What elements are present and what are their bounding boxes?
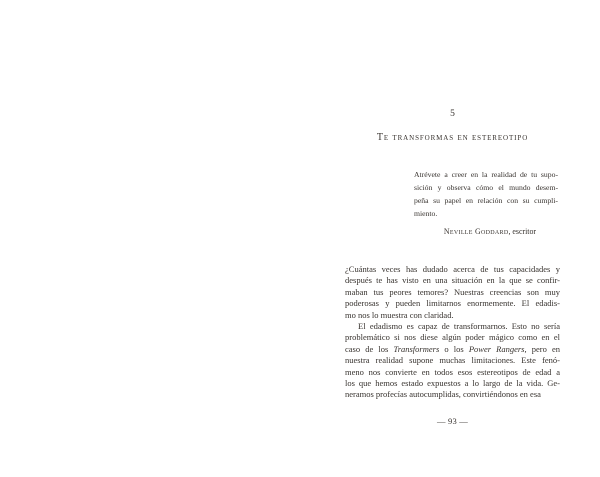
attribution-name: Neville Goddard <box>443 227 509 236</box>
body-line: neramos profecías autocumplidas, convirtiéndonos en esa <box>345 389 541 400</box>
body-line: nuestra realidad supone muchas limitaciones. Este fenó- <box>345 355 560 366</box>
body-line: después te has visto en una situación en la que se confir- <box>345 275 560 286</box>
right-page <box>300 0 600 477</box>
epigraph-attribution <box>414 225 558 238</box>
epigraph-line: peña su papel en relación con su cumpli- <box>414 196 558 205</box>
body-line: meno nos convierte en todos esos estereotipos de edad a <box>345 366 560 377</box>
attribution-role: , escritor <box>508 227 537 236</box>
body-line: mo nos lo muestra con claridad. <box>345 309 454 320</box>
epigraph-line: miento. <box>414 209 438 218</box>
chapter-title: Te transformas en estereotipo <box>376 132 529 143</box>
body-line: maban tus peores temores? Nuestras creencias son muy <box>345 286 560 297</box>
body-text <box>345 264 560 401</box>
page-number: — 93 — <box>437 416 468 426</box>
body-line: problemático si nos diese algún poder mágico como en el <box>345 332 560 343</box>
chapter-number: 5 <box>450 109 455 119</box>
epigraph-line: Atrévete a creer en la realidad de tu supo- <box>414 170 558 179</box>
body-line: los que hemos estado expuestos a lo largo de la vida. Ge- <box>345 378 560 389</box>
epigraph-quote <box>414 168 558 220</box>
body-line: ¿Cuántas veces has dudado acerca de tus capacidades y <box>345 264 560 274</box>
body-line: poderosas y pueden limitarnos enormemente. El edadis- <box>345 298 560 309</box>
epigraph <box>414 168 558 238</box>
body-line: El edadismo es capaz de transformarnos. Esto no sería <box>358 321 560 332</box>
body-line: caso de los Transformers o los Power Rangers, pero en <box>345 343 560 354</box>
chapter-opening <box>345 0 560 477</box>
epigraph-line: sición y observa cómo el mundo desem- <box>414 183 558 192</box>
